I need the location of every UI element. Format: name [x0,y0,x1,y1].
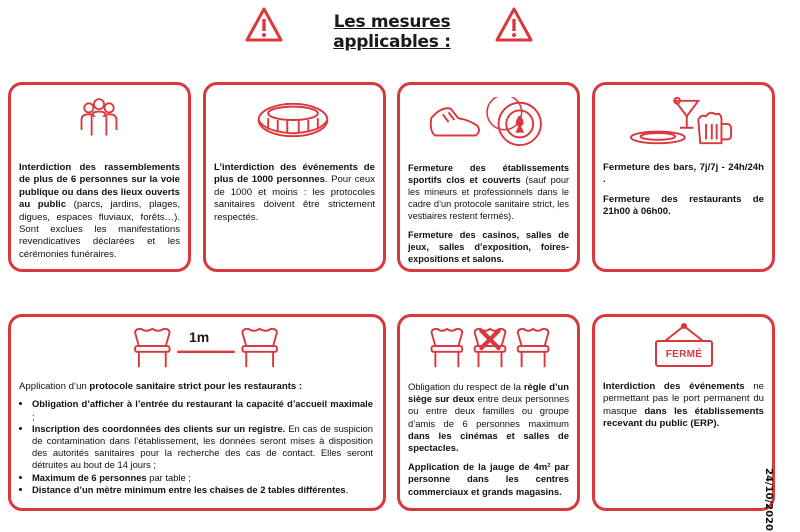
card-text [603,162,764,219]
restaurants-list [19,398,373,496]
card-sportifs-casinos [397,82,580,272]
date-stamp: 24/10/2020 [763,468,774,531]
jauge-bold: Application de la jauge de 4m² par personne dans les centres commerciaux et grands magasins. [408,461,569,497]
cocktail-plate-beer-icon [625,95,735,149]
card-text [19,162,180,261]
sneaker-and-casino-chip-icon [424,97,552,147]
sportifs-bold: Fermeture des établissements sportifs clos et couverts [408,163,569,185]
warning-triangle-icon [244,6,284,44]
restaurants-hours-bold: Fermeture des restaurants de 21h00 à 06h00. [603,193,764,218]
evenements-text: . Pour ceux de 1000 et moins : les protocoles sanitaires doivent être strictement respectés. [214,174,376,223]
bars-bold: Fermeture des bars, 7j/7j - 24h/24h . [603,162,764,186]
card-text: Interdiction des événements ne permettant pas le port permanent du masque dans les établissements recevant du public (ERP). [603,381,764,430]
card-rassemblements [8,82,191,272]
card-text [408,162,569,265]
list-item: • Obligation d’afficher à l’entrée du restaurant la capacité d’accueil maximale ; [32,398,373,422]
distance-label: 1m [189,329,210,345]
card-evenements [203,82,386,272]
restaurants-intro-bold: protocole sanitaire strict pour les restaurants : [89,381,303,392]
card-text [214,162,375,224]
sportifs-text: (sauf pour les mineurs et professionnels dans le cadre d’un protocole sanitaire strict, les vestiaires restent fermés). [408,175,570,221]
card-cinemas [397,314,580,511]
evenements-bold: L’interdiction des événements de plus de 1000 personnes [214,162,375,186]
warning-triangle-icon [494,6,534,44]
group-of-people-icon [75,95,123,141]
rassemblements-bold: Interdiction des rassemblements de plus de 6 personnes sur la voie publique ou dans des lieux ouverts au public [19,162,180,211]
card-text: Obligation du respect de la règle d’un siège sur deux entre deux personnes ou entre deux familles ou groupe d’amis de 6 personnes maximum dans les cinémas et salles de spectacles. Application de la jauge de 4m² par personne dans les centres commerciaux et grands magasins. [408,381,570,497]
casinos-bold: Fermeture des casinos, salles de jeux, salles d’exposition, foires-expositions et salons. [408,230,569,264]
card-erp [592,314,775,511]
list-item: • Maximum de 6 personnes par table ; [32,472,373,484]
closed-sign-icon [653,323,715,369]
card-bars [592,82,775,272]
list-item: • Distance d’un mètre minimum entre les chaises de 2 tables différentes. [32,484,373,496]
header [0,6,800,52]
list-item: • Inscription des coordonnées des clients sur un registre. En cas de suspicion de contamination dans l’établissement, les données seront mises à disposition des autorités sanitaires pour la recherche des cas de contact. Elles seront détruites au bout de 14 jours ; [32,423,373,472]
page-title: Les mesures applicables : [333,12,451,52]
rassemblements-text: (parcs, jardins, plages, digues, espaces fluviaux, forêts…). Sont exclues les manifestations revendicatives déclarées et les cérémonies funéraires. [19,199,181,260]
seats-with-cross-icon [426,325,554,371]
card-restaurants [8,314,386,511]
closed-sign-label: FERMÉ [665,349,703,360]
card-text [19,381,373,496]
stadium-icon [254,99,332,141]
restaurants-intro: Application d’un [19,381,90,392]
